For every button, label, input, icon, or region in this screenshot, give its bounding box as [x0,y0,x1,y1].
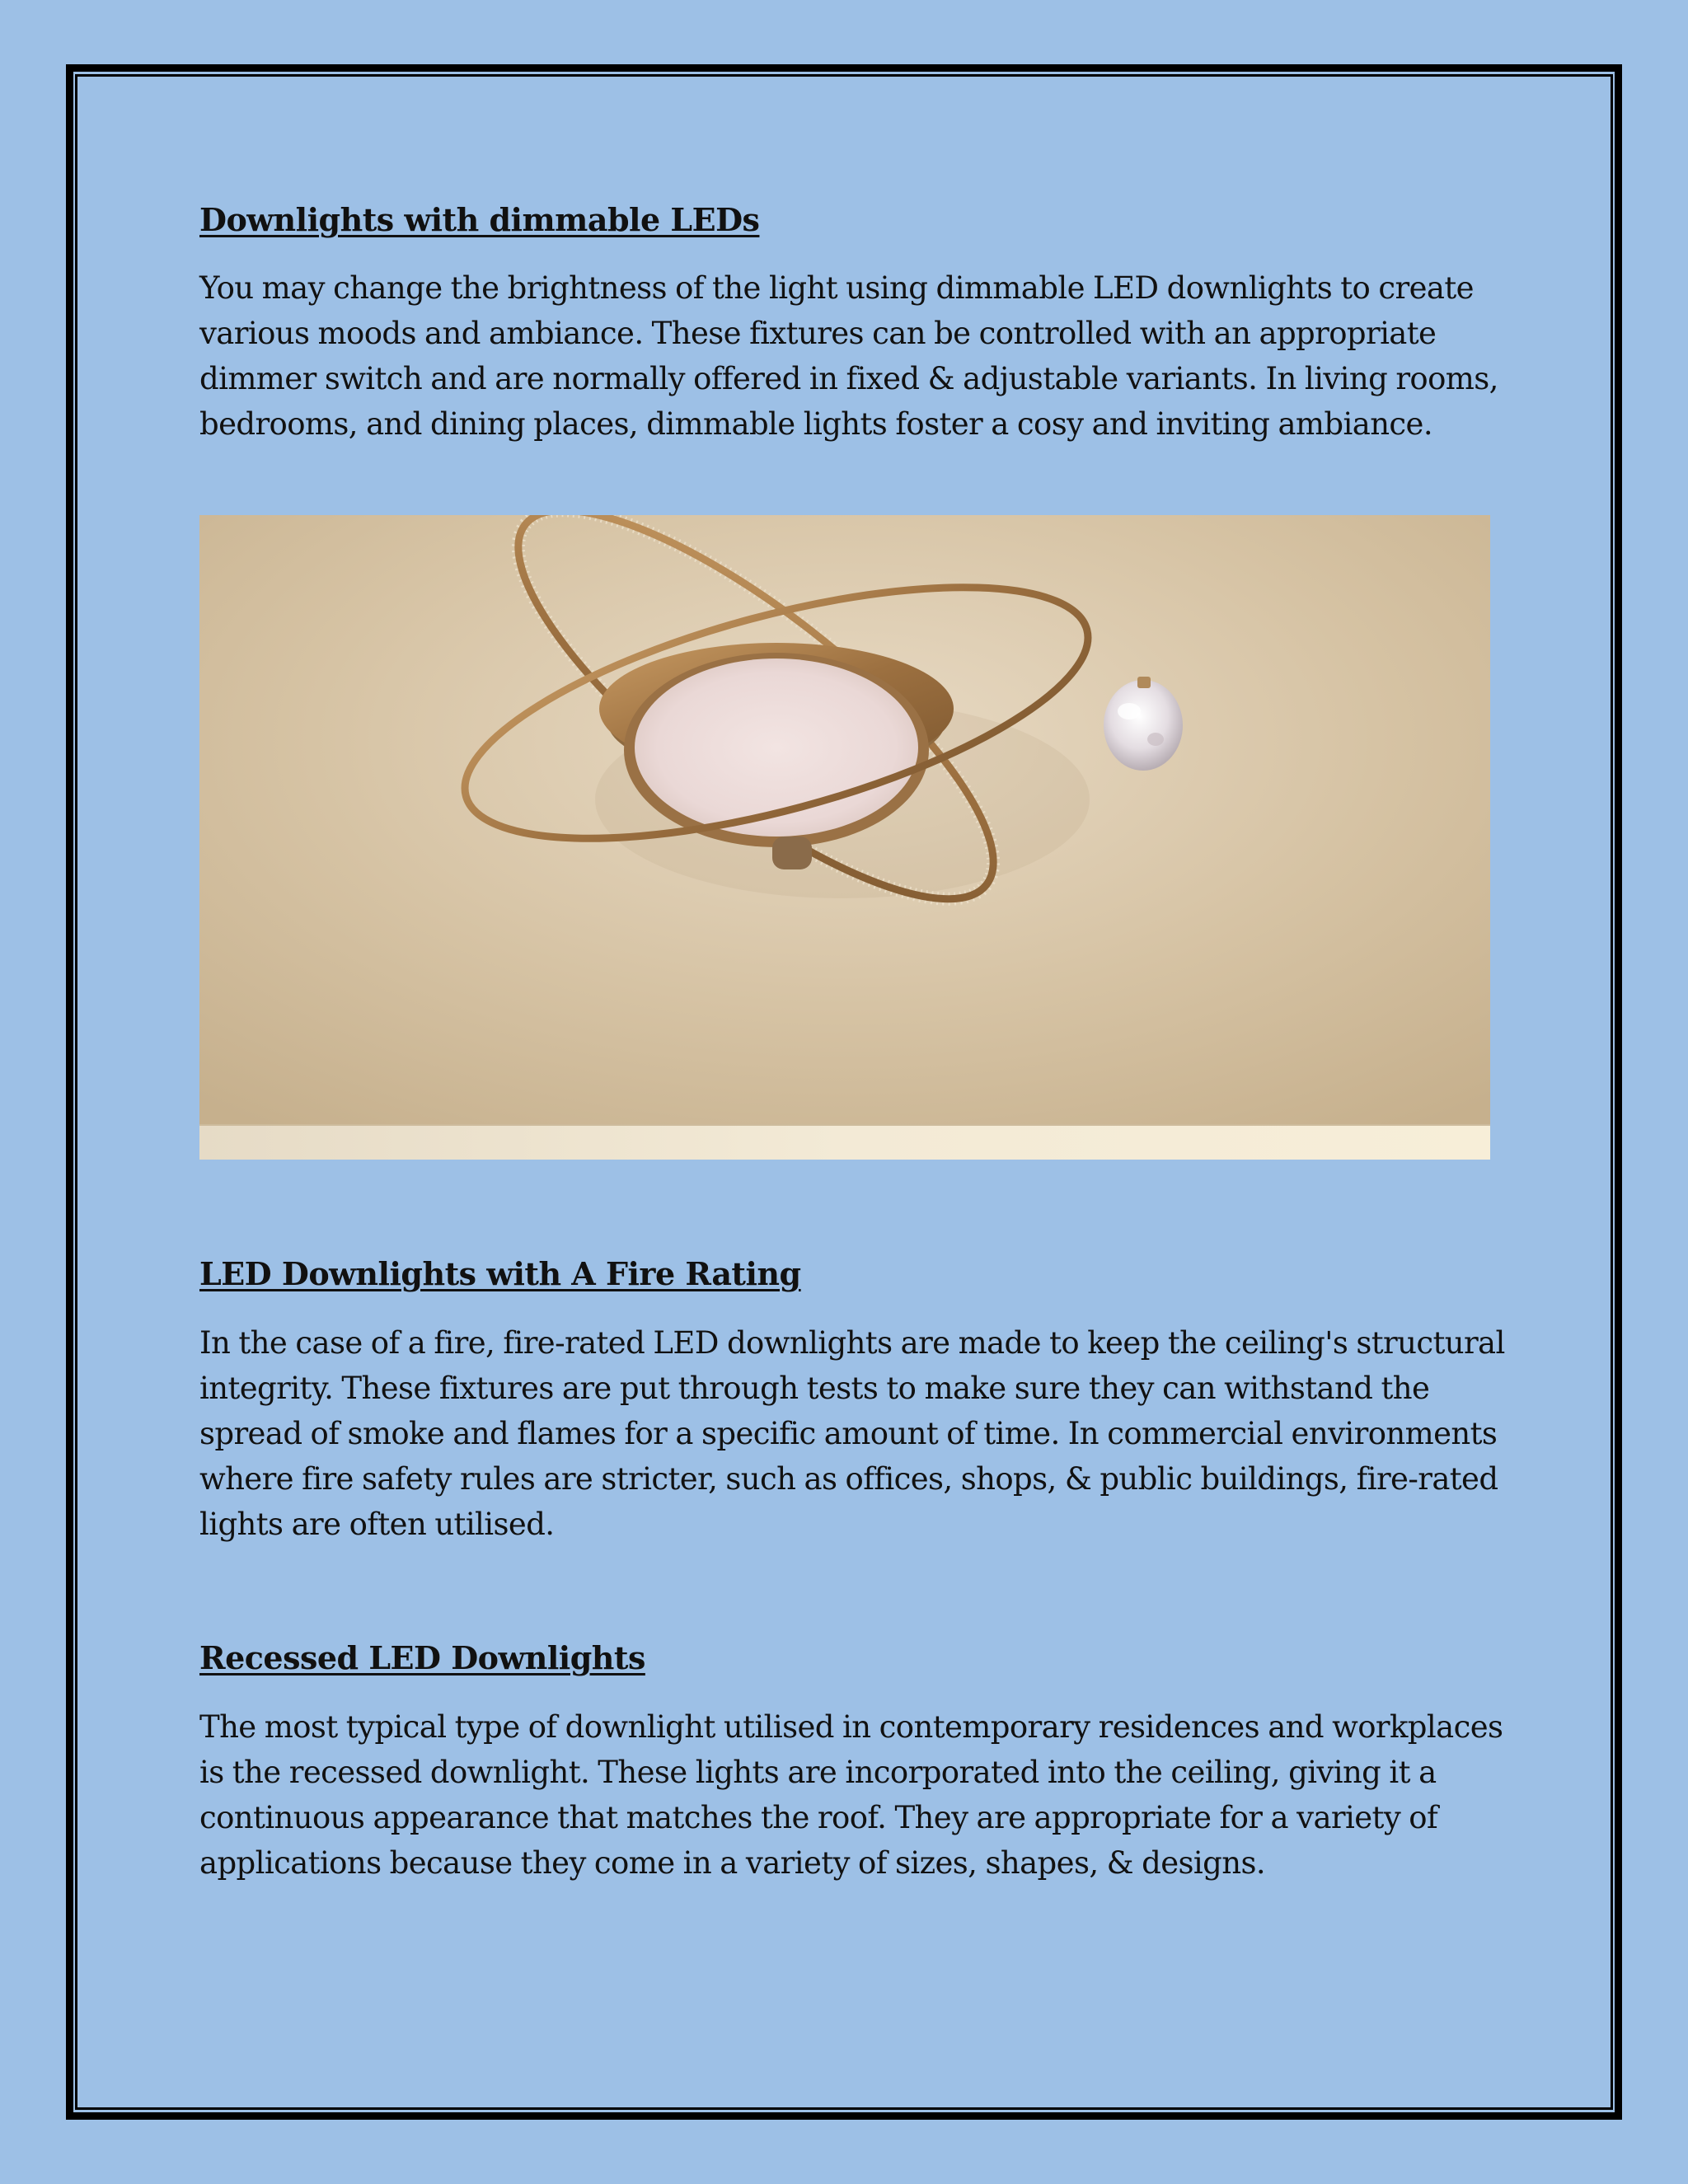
section-heading-recessed: Recessed LED Downlights [199,1639,645,1676]
section-body-fire-rated: In the case of a fire, fire-rated LED downlights are made to keep the ceiling's structural integrity. These fixtures are put through tests to make sure they can withstand the spread of smoke and flames for a specific amount of time. In commercial environments where fire safety rules are stricter, such as offices, shops, & public buildings, fire-rated lights are often utilised. [199,1325,1505,1542]
section-body-recessed: The most typical type of downlight utilised in contemporary residences and workplaces is the recessed downlight. These lights are incorporated into the ceiling, giving it a continuous appearance that matches the roof. They are appropriate for a variety of applications because they come in a variety of sizes, shapes, & designs. [199,1709,1503,1881]
section-body-dimmable: You may change the brightness of the light using dimmable LED downlights to create various moods and ambiance. These fixtures can be controlled with an appropriate dimmer switch and are normally offered in fixed & adjustable variants. In living rooms, bedrooms, and dining places, dimmable lights foster a cosy and inviting ambiance. [199,270,1498,442]
section-heading-dimmable: Downlights with dimmable LEDs [199,201,760,238]
section-heading-fire-rated: LED Downlights with A Fire Rating [199,1255,801,1292]
ceiling-light-photo [199,515,1490,1160]
